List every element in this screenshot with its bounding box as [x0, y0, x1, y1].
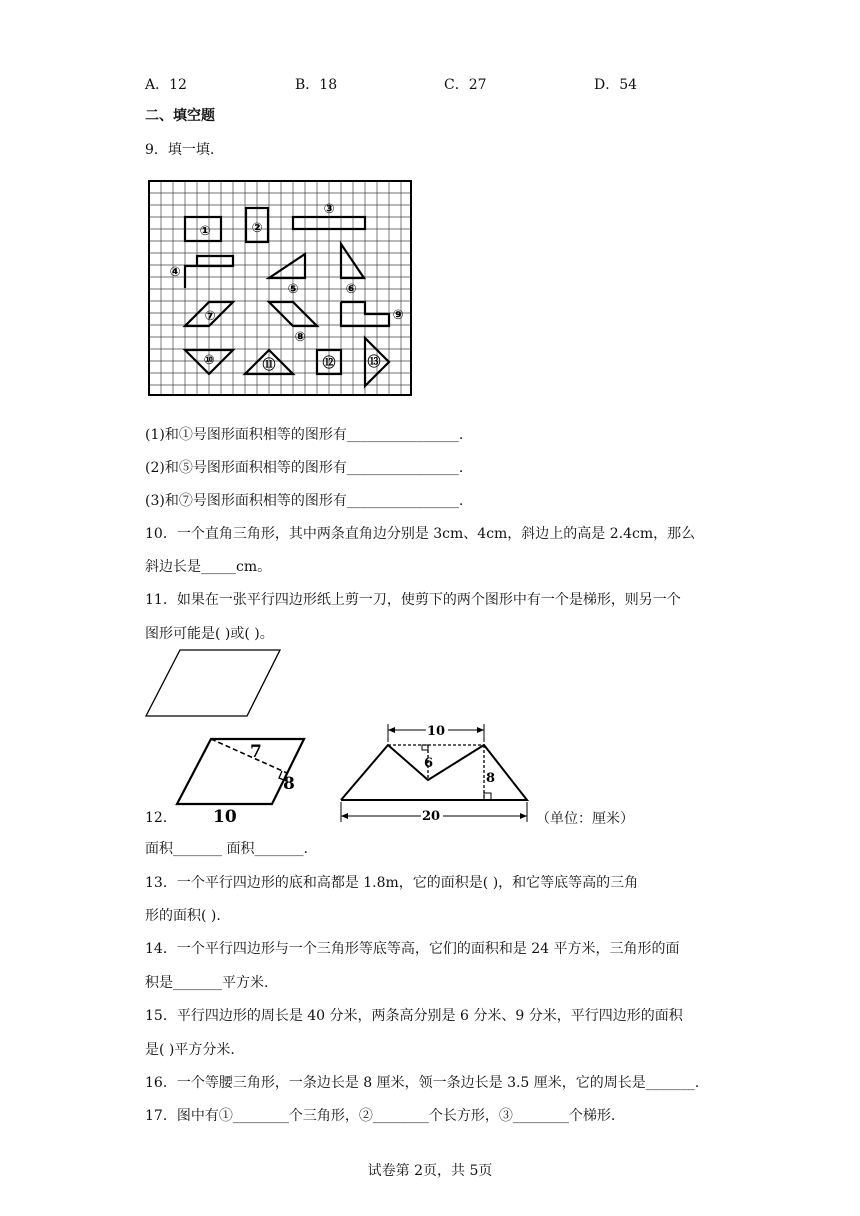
label-6: ⑥	[345, 282, 357, 297]
section-title: 二、填空题	[145, 108, 215, 124]
q11-line1: 11．如果在一张平行四边形纸上剪一刀，使剪下的两个图形中有一个是梯形，则另一个	[145, 592, 681, 608]
q11-parallelogram	[140, 645, 290, 725]
option-c: C．27	[444, 77, 487, 93]
q9-sub-2: (2)和⑤号图形面积相等的图形有________________.	[145, 460, 464, 476]
q15-line1: 15．平行四边形的周长是 40 分米，两条高分别是 6 分米、9 分米，平行四边形的面积	[145, 1008, 683, 1024]
fig2-inner-label: 6	[424, 756, 434, 771]
label-13: ⑬	[367, 355, 381, 370]
label-11: ⑪	[262, 358, 276, 373]
fig2-height-label: 8	[486, 771, 496, 786]
fig1-height-label: 7	[250, 742, 262, 762]
shape-5	[269, 254, 305, 278]
q12-number: 12．	[145, 810, 177, 826]
label-8: ⑧	[294, 330, 306, 345]
fig1-base-label: 10	[213, 807, 237, 827]
q9-sub-3: (3)和⑦号图形面积相等的图形有________________.	[145, 493, 464, 509]
label-3: ③	[323, 202, 335, 217]
option-a: A．12	[145, 77, 187, 93]
q12-parallelogram-figure	[170, 728, 310, 828]
q12-unit: （单位：厘米）	[536, 811, 634, 827]
label-9: ⑨	[392, 308, 404, 323]
q16: 16．一个等腰三角形，一条边长是 8 厘米，领一条边长是 3.5 厘米，它的周长是_______.	[145, 1075, 700, 1091]
label-10: ⑩	[203, 353, 215, 368]
q12-trapezoid-figure	[335, 720, 535, 826]
q17: 17．图中有①________个三角形，②________个长方形，③________个梯形.	[145, 1108, 616, 1124]
fig2-bottom-label: 20	[422, 809, 441, 824]
q10-line1: 10．一个直角三角形，其中两条直角边分别是 3cm、4cm，斜边上的高是 2.4cm，那么	[145, 526, 696, 542]
option-b: B．18	[295, 77, 338, 93]
q14-line1: 14．一个平行四边形与一个三角形等底等高，它们的面积和是 24 平方米，三角形的面	[145, 941, 680, 957]
label-2: ②	[251, 221, 263, 236]
label-12: ⑫	[322, 356, 336, 371]
q11-line2: 图形可能是( )或( )。	[145, 626, 274, 642]
page-footer: 试卷第 2页，共 5页	[367, 1163, 493, 1179]
q12-answer-line: 面积_______ 面积_______.	[145, 841, 308, 857]
fig2-top-label: 10	[427, 724, 446, 739]
q9-sub-1: (1)和①号图形面积相等的图形有________________.	[145, 427, 464, 443]
option-d: D．54	[594, 77, 638, 93]
label-7: ⑦	[204, 309, 216, 324]
label-5: ⑤	[287, 282, 299, 297]
label-4: ④	[169, 265, 181, 280]
q10-line2: 斜边长是_____cm。	[145, 559, 272, 575]
q13-line2: 形的面积( ).	[145, 908, 221, 924]
fig1-side-label: 8	[283, 774, 295, 794]
shape-6	[341, 244, 364, 278]
q15-line2: 是( )平方分米.	[145, 1042, 235, 1058]
label-1: ①	[199, 224, 211, 239]
q9-stem: 9．填一填.	[145, 142, 215, 158]
q9-grid-figure	[148, 180, 414, 398]
q13-line1: 13．一个平行四边形的底和高都是 1.8m，它的面积是( )，和它等底等高的三角	[145, 875, 639, 891]
q14-line2: 积是_______平方米.	[145, 975, 269, 991]
